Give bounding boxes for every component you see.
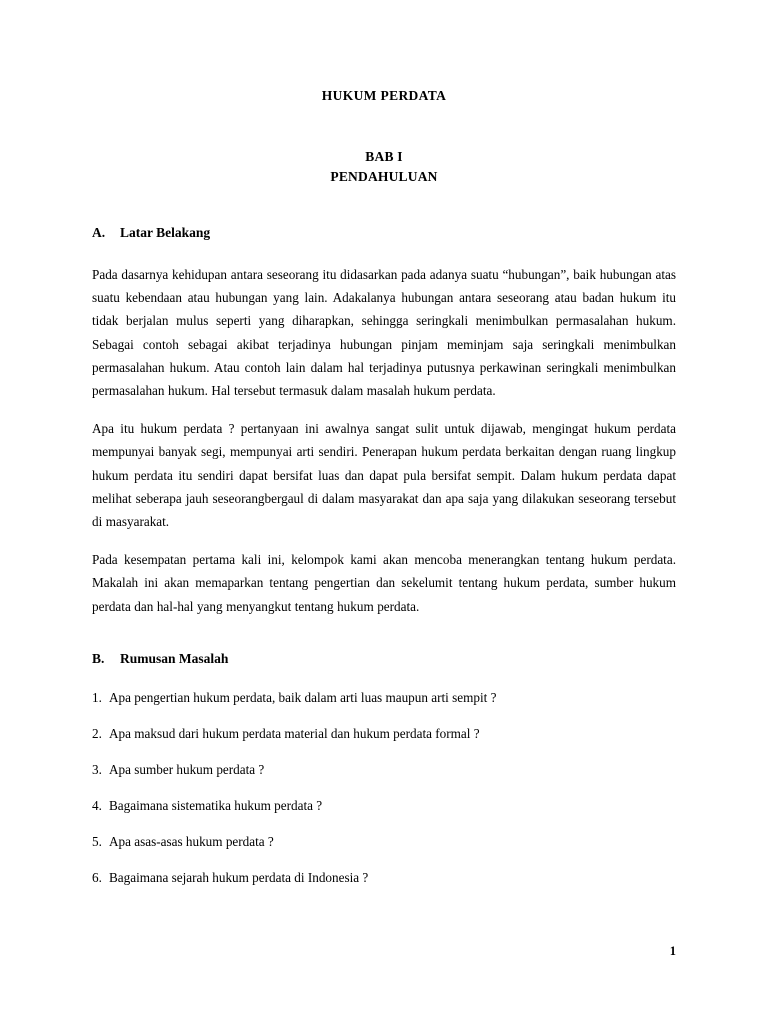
section-b-title: Rumusan Masalah (120, 650, 229, 666)
section-a-title: Latar Belakang (120, 225, 211, 240)
list-item (92, 817, 676, 853)
list-item-text: Bagaimana sistematika hukum perdata ? (109, 797, 323, 813)
section-b-letter: B. (92, 650, 105, 666)
list-item (92, 745, 676, 781)
chapter-name: PENDAHULUAN (330, 169, 438, 184)
section-heading-rumusan-masalah (92, 618, 676, 669)
list-item (92, 781, 676, 817)
section-a-letter: A. (92, 225, 106, 240)
list-item-number: 6. (92, 869, 102, 885)
list-item-text: Apa maksud dari hukum perdata material dan hukum perdata formal ? (109, 725, 480, 741)
list-item-number: 5. (92, 833, 102, 849)
list-item-number: 4. (92, 797, 102, 813)
section-heading-latar-belakang (92, 187, 676, 243)
page-number: 1 (669, 944, 676, 958)
rumusan-masalah-list (92, 669, 676, 889)
list-item (92, 669, 676, 709)
document-body (92, 86, 676, 889)
list-item-number: 1. (92, 689, 102, 705)
list-item-number: 2. (92, 725, 102, 741)
chapter-label: BAB I (365, 149, 403, 164)
paragraph: Pada kesempatan pertama kali ini, kelompok kami akan mencoba menerangkan tentang hukum perdata. Makalah ini akan memaparkan tentang pengertian dan sekelumit tentang hukum perdata, sumber hukum perdata dan hal-hal yang menyangkut tentang hukum perdata. (92, 552, 676, 614)
chapter-heading (92, 106, 676, 187)
list-item-text: Apa sumber hukum perdata ? (109, 761, 265, 777)
list-item-text: Apa asas-asas hukum perdata ? (109, 833, 274, 849)
list-item-number: 3. (92, 761, 102, 777)
paragraph: Pada dasarnya kehidupan antara seseorang itu didasarkan pada adanya suatu “hubungan”, baik hubungan atas suatu kebendaan atau hubungan yang lain. Adakalanya hubungan antara seseorang atau badan hukum itu tidak berjalan mulus seperti yang diharapkan, sehingga seringkali menimbulkan permasalahan hukum. Sebagai contoh sebagai akibat terjadinya hubungan pinjam meminjam saja seringkali menimbulkan permasalahan hukum. Atau contoh lain dalam hal terjadinya putusnya perkawinan seringkali menimbulkan permasalahan hukum. Hal tersebut termasuk dalam masalah hukum perdata. (92, 267, 676, 399)
list-item (92, 709, 676, 745)
list-item (92, 853, 676, 889)
paragraph: Apa itu hukum perdata ? pertanyaan ini awalnya sangat sulit untuk dijawab, mengingat hukum perdata mempunyai banyak segi, mempunyai arti sendiri. Penerapan hukum perdata berkaitan dengan ruang lingkup hukum perdata itu sendiri dapat bersifat luas dan dapat pula bersifat sempit. Dalam hukum perdata dapat melihat seberapa jauh seseorangbergaul di dalam masyarakat dan apa saja yang dilakukan seseorang tersebut di masyarakat. (92, 421, 676, 530)
document-title: HUKUM PERDATA (321, 88, 447, 103)
list-item-text: Bagaimana sejarah hukum perdata di Indonesia ? (109, 869, 369, 885)
list-item-text: Apa pengertian hukum perdata, baik dalam arti luas maupun arti sempit ? (109, 689, 497, 705)
